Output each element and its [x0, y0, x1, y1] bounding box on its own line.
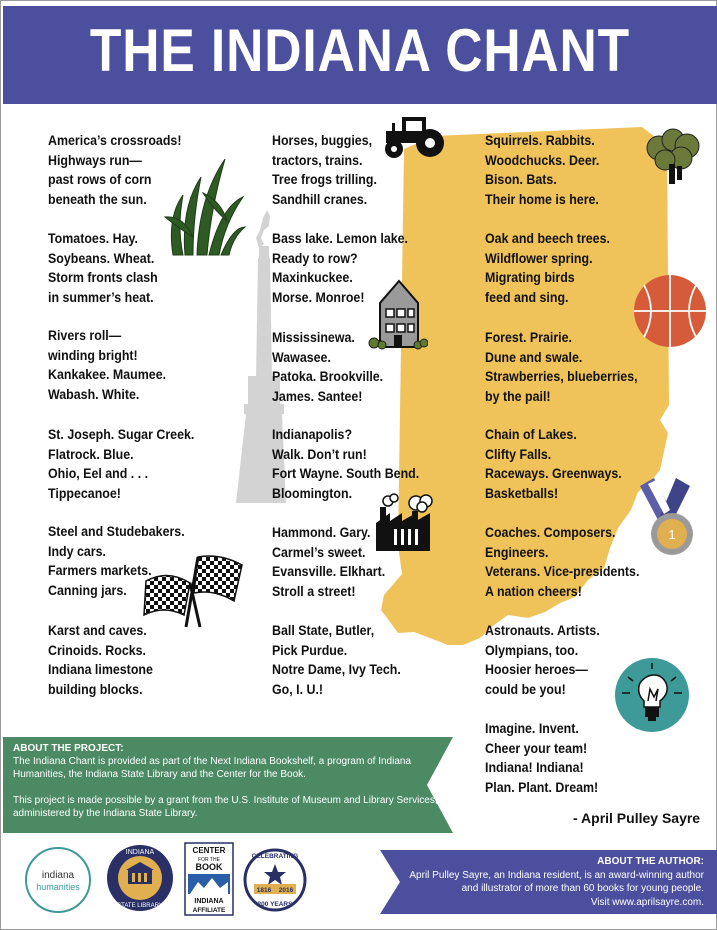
- stanza-line: Patoka. Brookville.: [272, 369, 384, 385]
- about-project-banner: [3, 737, 453, 833]
- stanza-line: Bison. Bats.: [485, 172, 557, 188]
- stanza-line: Rivers roll—: [48, 328, 122, 343]
- stanza-line: Bloomington.: [272, 485, 353, 501]
- stanza-line: could be you!: [485, 681, 566, 697]
- stanza-line: Tree frogs trilling.: [272, 172, 377, 188]
- bicentennial-bottom-text: 200 YEARS: [257, 901, 293, 908]
- stanza-line: Coaches. Composers.: [485, 525, 616, 540]
- stanza-line: Steel and Studebakers.: [48, 524, 185, 539]
- stanza-line: Soybeans. Wheat.: [48, 250, 155, 266]
- tree-icon: [645, 128, 707, 186]
- stanza-line: winding bright!: [48, 347, 138, 363]
- stanza-line: Wabash. White.: [48, 386, 140, 402]
- factory-icon: [374, 493, 436, 553]
- project-heading: ABOUT THE PROJECT:: [13, 743, 124, 754]
- about-author-banner: [380, 850, 717, 914]
- stanza-line: Astronauts. Artists.: [485, 623, 600, 638]
- stanza-line: Forest. Prairie.: [485, 330, 572, 345]
- stanza-line: Farmers markets.: [48, 563, 152, 579]
- humanities-word-2: humanities: [36, 882, 80, 892]
- author-byline: - April Pulley Sayre: [573, 810, 701, 826]
- stanza-line: Squirrels. Rabbits.: [485, 133, 595, 148]
- page-title: THE INDIANA CHANT: [89, 17, 631, 84]
- stanza-7: [272, 131, 386, 209]
- stanza-line: Fort Wayne. South Bend.: [272, 466, 420, 482]
- stanza-line: Chain of Lakes.: [485, 427, 577, 442]
- cfb-line-3: BOOK: [195, 862, 223, 872]
- stanza-line: Indy cars.: [48, 543, 106, 559]
- stanza-2: [48, 229, 167, 307]
- corn-icon: [163, 157, 247, 257]
- cfb-affiliate-1: INDIANA: [194, 898, 224, 905]
- stanza-line: St. Joseph. Sugar Creek.: [48, 427, 195, 442]
- stanza-15: [485, 328, 651, 406]
- stanza-16: [485, 425, 634, 503]
- stanza-line: Hoosier heroes—: [485, 662, 588, 678]
- humanities-word-1: indiana: [41, 870, 75, 881]
- stanza-line: Indiana limestone: [48, 662, 153, 678]
- cfb-affiliate-2: AFFILIATE: [192, 907, 226, 914]
- stanza-line: Raceways. Greenways.: [485, 466, 622, 482]
- stanza-line: past rows of corn: [48, 172, 152, 188]
- medal-number: 1: [668, 527, 676, 542]
- title-banner: [3, 6, 717, 104]
- stanza-line: Tippecanoe!: [48, 485, 121, 501]
- bicentennial-year-1: 1816: [256, 887, 272, 894]
- stanza-line: Ready to row?: [272, 250, 358, 266]
- stanza-6: [48, 621, 162, 699]
- stanza-line: Pick Purdue.: [272, 642, 348, 658]
- project-paragraph-1: The Indiana Chant is provided as part of the Next Indiana Bookshelf, a program of Indiana Humanities, the Indiana State Library and the Center for the Book.: [13, 756, 412, 780]
- stanza-line: Crinoids. Rocks.: [48, 642, 147, 658]
- library-top-text: INDIANA: [125, 849, 155, 856]
- stanza-line: Notre Dame, Ivy Tech.: [272, 662, 401, 678]
- stanza-line: feed and sing.: [485, 289, 569, 305]
- stanza-line: Wawasee.: [272, 349, 331, 365]
- stanza-line: Their home is here.: [485, 191, 599, 207]
- tractor-icon: [380, 113, 444, 159]
- indiana-state-library-logo[interactable]: [106, 842, 174, 914]
- project-paragraph-2: This project is made possible by a grant from the U.S. Institute of Museum and Library Services, administered by the Indiana State Library.: [13, 795, 438, 819]
- stanza-line: Walk. Don’t run!: [272, 446, 367, 462]
- author-heading: ABOUT THE AUTHOR:: [597, 856, 704, 867]
- stanza-line: Olympians, too.: [485, 642, 579, 658]
- stanza-line: A nation cheers!: [485, 583, 582, 599]
- stanza-line: Woodchucks. Deer.: [485, 152, 600, 168]
- stanza-line: Plan. Plant. Dream!: [485, 779, 599, 795]
- author-line-2: and illustrator of more than 60 books for young people.: [461, 883, 704, 894]
- stanza-19: [485, 719, 608, 797]
- stanza-line: Horses, buggies,: [272, 133, 373, 148]
- house-icon: [366, 279, 428, 351]
- stanza-13: [485, 131, 609, 209]
- indiana-humanities-logo[interactable]: [24, 846, 92, 914]
- stanza-line: Highways run—: [48, 152, 142, 168]
- stanza-line: Karst and caves.: [48, 623, 147, 638]
- stanza-line: Cheer your team!: [485, 740, 588, 756]
- stanza-line: Morse. Monroe!: [272, 289, 365, 305]
- stanza-line: Oak and beech trees.: [485, 231, 610, 246]
- stanza-line: Tomatoes. Hay.: [48, 231, 138, 246]
- checkered-flags-icon: [138, 553, 248, 629]
- stanza-line: Stroll a street!: [272, 583, 356, 599]
- stanza-line: Ball State, Butler,: [272, 623, 375, 638]
- stanza-line: Basketballs!: [485, 485, 559, 501]
- stanza-18: [485, 621, 610, 699]
- cfb-line-1: CENTER: [192, 846, 226, 855]
- stanza-line: beneath the sun.: [48, 191, 147, 207]
- stanza-line: Kankakee. Maumee.: [48, 367, 167, 383]
- stanza-line: Hammond. Gary.: [272, 525, 371, 540]
- center-for-the-book-logo[interactable]: [184, 842, 234, 916]
- stanza-line: Go, I. U.!: [272, 681, 324, 697]
- author-line-3[interactable]: Visit www.aprilsayre.com.: [590, 896, 704, 908]
- stanza-line: Indiana! Indiana!: [485, 760, 584, 776]
- stanza-17: [485, 523, 653, 601]
- author-line-1: April Pulley Sayre, an Indiana resident, is an award-winning author: [409, 869, 704, 881]
- stanza-line: by the pail!: [485, 388, 551, 404]
- stanza-line: Dune and swale.: [485, 349, 583, 365]
- stanza-line: Storm fronts clash: [48, 270, 158, 286]
- basketball-icon: [630, 273, 710, 349]
- stanza-line: Migrating birds: [485, 270, 575, 286]
- stanza-line: Maxinkuckee.: [272, 270, 353, 286]
- stanza-line: Engineers.: [485, 544, 549, 560]
- stanza-line: Strawberries, blueberries,: [485, 369, 638, 385]
- stanza-line: Bass lake. Lemon lake.: [272, 231, 409, 246]
- lightbulb-icon: [614, 657, 690, 733]
- medal-icon: [636, 476, 694, 558]
- stanza-line: Carmel’s sweet.: [272, 544, 366, 560]
- stanza-line: Clifty Falls.: [485, 446, 552, 462]
- stanza-line: in summer’s heat.: [48, 289, 154, 305]
- stanza-line: Mississinewa.: [272, 330, 355, 345]
- stanza-line: Wildflower spring.: [485, 250, 593, 266]
- stanza-line: Indianapolis?: [272, 427, 353, 442]
- stanza-12: [272, 621, 412, 699]
- stanza-line: tractors, trains.: [272, 152, 363, 168]
- stanza-10: [272, 425, 432, 503]
- bicentennial-logo[interactable]: [242, 842, 308, 916]
- bicentennial-top-text: CELEBRATING: [251, 853, 299, 860]
- stanza-line: Veterans. Vice-presidents.: [485, 564, 640, 580]
- stanza-line: America’s crossroads!: [48, 133, 182, 148]
- stanza-line: Canning jars.: [48, 582, 127, 598]
- stanza-line: Evansville. Elkhart.: [272, 564, 386, 580]
- library-bottom-text: STATE LIBRARY: [117, 903, 163, 909]
- stanza-14: [485, 229, 621, 307]
- cfb-line-2: FOR THE: [198, 857, 220, 863]
- stanza-line: building blocks.: [48, 681, 143, 697]
- stanza-line: Ohio, Eel and . . .: [48, 466, 149, 482]
- stanza-line: Flatrock. Blue.: [48, 446, 134, 462]
- stanza-4: [48, 425, 207, 503]
- author-text: [404, 855, 704, 909]
- stanza-line: Imagine. Invent.: [485, 721, 579, 736]
- stanza-3: [48, 326, 176, 404]
- stanza-line: James. Santee!: [272, 388, 363, 404]
- project-text: [13, 742, 443, 820]
- stanza-line: Sandhill cranes.: [272, 191, 368, 207]
- bicentennial-year-2: 2016: [278, 887, 294, 894]
